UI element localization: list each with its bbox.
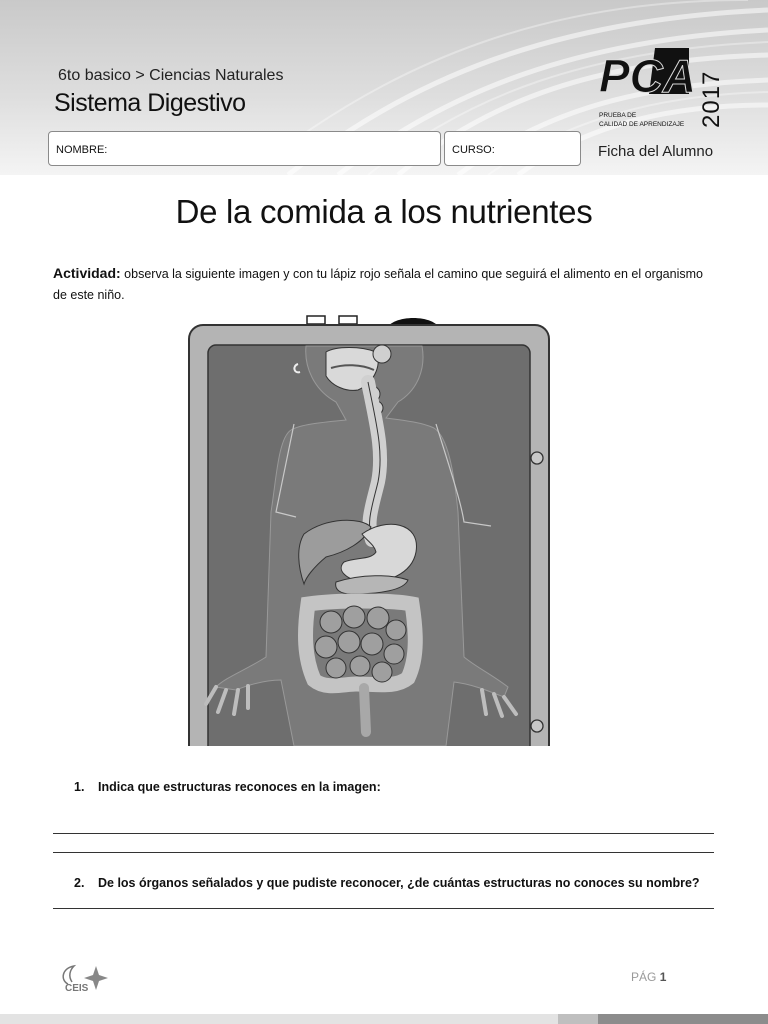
page-label: PÁG — [631, 970, 657, 984]
question-1-number: 1. — [74, 780, 85, 794]
page-number-value: 1 — [659, 970, 667, 984]
activity-instructions — [53, 263, 713, 306]
breadcrumb: 6to basico > Ciencias Naturales — [58, 67, 284, 84]
pca-logo-tagline-1: PRUEBA DE — [599, 112, 637, 119]
question-2 — [74, 876, 700, 890]
name-field-label: NOMBRE: — [56, 144, 108, 156]
answer-line-1[interactable] — [53, 833, 714, 834]
pca-logo-letters: PCA — [599, 50, 697, 102]
footer-bar-segment-dark — [598, 1014, 768, 1024]
footer-bar — [0, 1014, 768, 1024]
pca-logo-year: 2017 — [698, 70, 725, 128]
sheet-type-label: Ficha del Alumno — [598, 143, 714, 160]
question-1-text: Indica que estructuras reconoces en la imagen: — [98, 780, 381, 794]
digestive-system-illustration — [186, 312, 552, 746]
pca-logo-tagline-2: CALIDAD DE APRENDIZAJE — [599, 121, 685, 128]
answer-line-3[interactable] — [53, 908, 714, 909]
question-2-text: De los órganos señalados y que pudiste reconocer, ¿de cuántas estructuras no conoces su nombre? — [98, 876, 700, 890]
page-title: De la comida a los nutrientes — [175, 193, 593, 230]
question-2-number: 2. — [74, 876, 85, 890]
ceis-logo — [58, 962, 110, 994]
question-1 — [74, 780, 381, 794]
footer-bar-segment — [558, 1014, 598, 1024]
subject-title: Sistema Digestivo — [54, 89, 246, 117]
activity-text: observa la siguiente imagen y con tu lápiz rojo señala el camino que seguirá el alimento en el organismo de este niño. — [53, 267, 703, 302]
page-number — [631, 970, 666, 984]
name-field[interactable] — [48, 131, 441, 166]
answer-line-2[interactable] — [53, 852, 714, 853]
activity-label: Actividad: — [53, 265, 121, 281]
course-field[interactable] — [444, 131, 581, 166]
pca-logo — [597, 44, 725, 134]
ceis-logo-text: CEIS — [65, 983, 89, 994]
course-field-label: CURSO: — [452, 144, 495, 156]
